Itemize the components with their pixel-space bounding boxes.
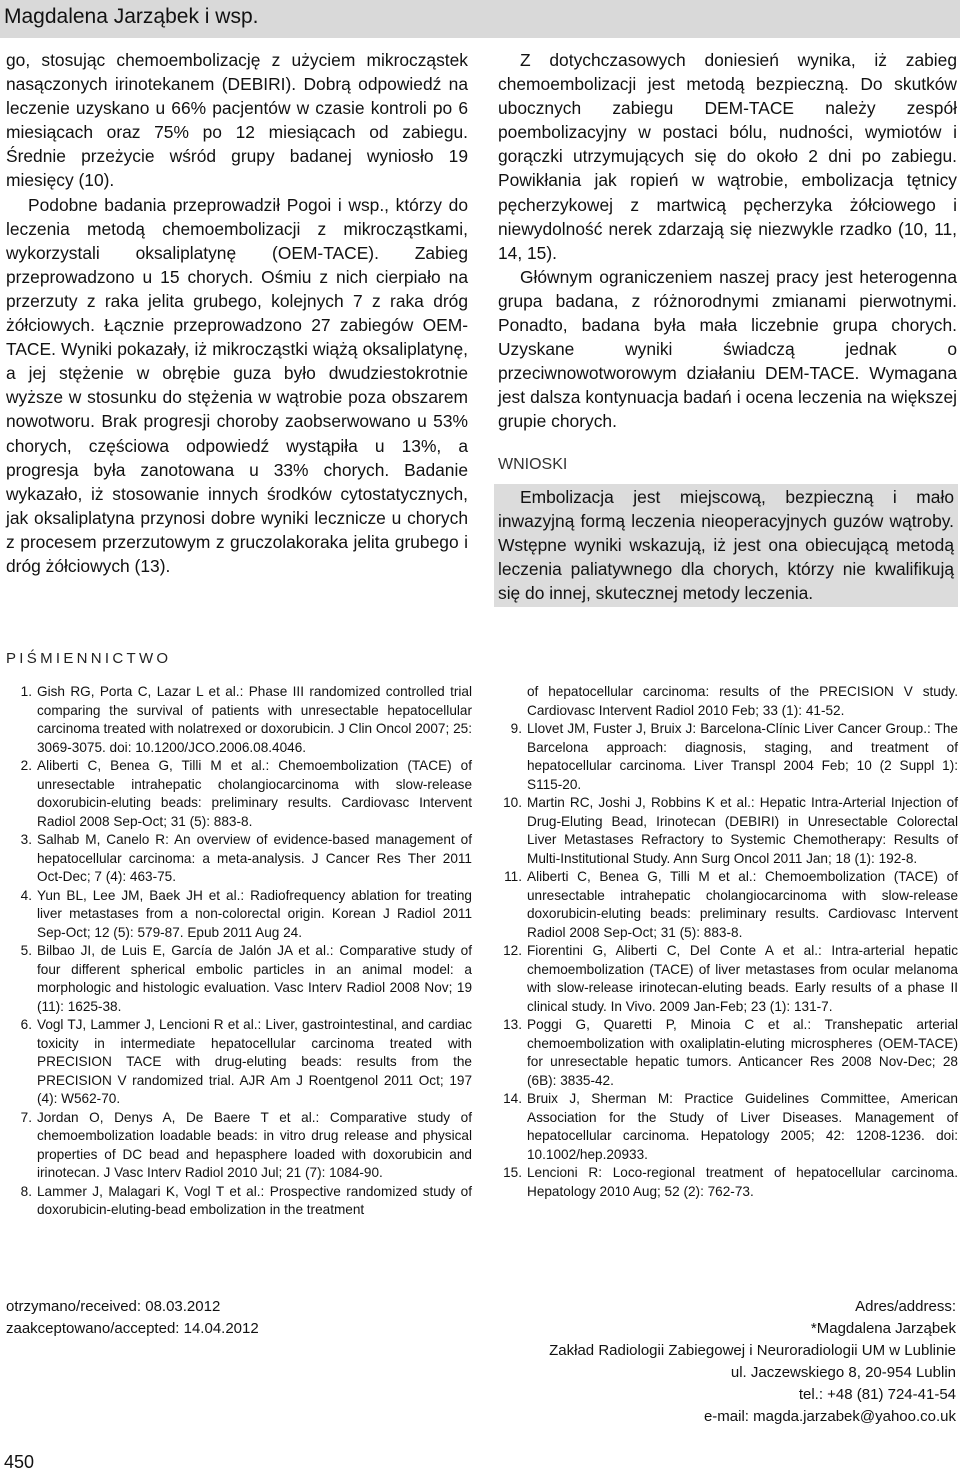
body-paragraph: Z dotychczasowych doniesień wynika, iż zabieg chemoembolizacji jest metodą bezpieczną. Do skutków ubocznych zabiegu DEM-TACE należy zespół poembolizacyjny w postaci bólu, nudności, wymiotów i gorączki utrzymujących się do około 2 dni po zabiegu. Powikłania jak ropień w wątrobie, embolizacja tętnicy pęcherzykowej z martwicą pęcherzyka żółciowego i niewydolność nerek zdarzają się niezwykle rzadko (10, 11, 14, 15).	[498, 50, 957, 263]
running-title: Magdalena Jarząbek i wsp.	[4, 5, 259, 28]
correspondence-address	[549, 1296, 956, 1428]
address-label: Adres/address:	[855, 1298, 956, 1315]
conclusions-text: Embolizacja jest miejscową, bezpieczną i mało inwazyjną formą leczenia nieoperacyjnych guzów wątroby. Wstępne wyniki wskazują, iż jest ona obiecującą metodą leczenia paliatywnego dla chorych, którzy nie kwalifikują się do innej, skutecznej metody leczenia.	[498, 486, 954, 603]
body-column-left	[6, 48, 468, 578]
conclusions-box	[494, 484, 958, 607]
reference-item: 1. Gish RG, Porta C, Lazar L et al.: Phase III randomized controlled trial comparing the survival of patients with unresectable hepatocellular carcinoma treated with nolatrexed or doxorubicin. J Clin Oncol 2007; 25: 3069-3075. doi: 10.1200/JCO.2006.08.4046.	[20, 684, 472, 755]
body-column-right	[498, 48, 957, 607]
reference-item: 5. Bilbao JI, de Luis E, García de Jalón JA et al.: Comparative study of four different spherical embolic particles in an animal model: a morphologic and histologic evaluation. Vasc Interv Radiol 2008 Nov; 19 (11): 1625-38.	[20, 943, 472, 1014]
author-name: *Magdalena Jarząbek	[810, 1320, 956, 1337]
references-list-right	[496, 683, 958, 1201]
received-date: otrzymano/received: 08.03.2012	[6, 1298, 221, 1315]
reference-item: 13. Poggi G, Quaretti P, Minoia C et al.: Transhepatic arterial chemoembolization with oxaliplatin-eluting microspheres (OEM-TACE) for unresectable hepatic tumors. Anticancer Res 2008 Nov-Dec; 28 (6B): 3835-42.	[503, 1017, 958, 1088]
body-paragraph: go, stosując chemoembolizację z użyciem mikrocząstek nasączonych irinotekanem (DEBIRI). Dobrą odpowiedź na leczenie uzyskano u 66% pacjentów w czasie kontroli po 6 miesiącach oraz 75% po 12 miesiącach od zabiegu. Średnie przeżycie wśród grupy badanej wyniosło 19 miesięcy (10).	[6, 50, 468, 191]
reference-item: 15. Lencioni R: Loco-regional treatment of hepatocellular carcinoma. Hepatology 2010 Aug; 52 (2): 762-73.	[503, 1165, 958, 1199]
reference-item: 3. Salhab M, Canelo R: An overview of evidence-based management of hepatocellular carcinoma: a meta-analysis. J Cancer Res Ther 2011 Oct-Dec; 7 (4): 463-75.	[20, 832, 472, 884]
reference-item: 7. Jordan O, Denys A, De Baere T et al.: Comparative study of chemoembolization loadable beads: in vitro drug release and physical properties of DC bead and hepasphere loaded with doxorubicin and irinotecan. J Vasc Interv Radiol 2010 Jul; 21 (7): 1084-90.	[20, 1109, 472, 1180]
running-header	[0, 0, 960, 38]
reference-item: 10. Martin RC, Joshi J, Robbins K et al.: Hepatic Intra-Arterial Injection of Drug-Eluting Bead, Irinotecan (DEBIRI) in Unresectable Colorectal Liver Metastases Refractory to Systemic Chemotherapy: Results of Multi-Institutional Study. Ann Surg Oncol 2011 Jan; 18 (1): 192-8.	[503, 795, 958, 866]
reference-item: 2. Aliberti C, Benea G, Tilli M et al.: Chemoembolization (TACE) of unresectable intrahepatic cholangiocarcinoma with slow-release doxorubicin-eluting beads: preliminary results. Cardiovasc Intervent Radiol 2008 Sep-Oct; 31 (5): 883-8.	[20, 758, 472, 829]
reference-item: 4. Yun BL, Lee JM, Baek JH et al.: Radiofrequency ablation for treating liver metastases from a non-colorectal origin. Korean J Radiol 2011 Sep-Oct; 12 (5): 579-87. Epub 2011 Aug 24.	[20, 887, 472, 940]
reference-item: 14. Bruix J, Sherman M: Practice Guidelines Committee, American Association for the Study of Liver Diseases. Management of hepatocellular carcinoma. Hepatology 2005; 42: 1208-1236. doi: 10.1002/hep.20933.	[503, 1091, 958, 1162]
reference-item: 8. Lammer J, Malagari K, Vogl T et al.: Prospective randomized study of doxorubicin-eluting-bead embolization in the treatment	[20, 1183, 472, 1217]
conclusions-heading: WNIOSKI	[498, 455, 568, 473]
reference-continuation: of hepatocellular carcinoma: results of the PRECISION V study. Cardiovasc Intervent Radiol 2010 Feb; 33 (1): 41-52.	[527, 684, 958, 718]
reference-item: 6. Vogl TJ, Lammer J, Lencioni R et al.: Liver, gastrointestinal, and cardiac toxicity in intermediate hepatocellular carcinoma treated with PRECISION TACE with drug-eluting beads: results from the PRECISION V randomized trial. AJR Am J Roentgenol 2011 Oct; 197 (4): W562-70.	[20, 1017, 472, 1106]
body-paragraph: Podobne badania przeprowadził Pogoi i wsp., którzy do leczenia metodą chemoembolizacji z mikrocząstkami, wykorzystali oksaliplatynę (OEM-TACE). Zabieg przeprowadzono u 15 chorych. Ośmiu z nich cierpiało na przerzuty z raka jelita grubego, kolejnych 7 z raka dróg żółciowych. Łącznie przeprowadzono 27 zabiegów OEM-TACE. Wyniki pokazały, iż mikrocząstki wiążą oksaliplatynę, a jej stężenie w obrębie guza było dwudziestokrotnie wyższe w stosunku do stężenia w wątrobie poza obszarem nowotworu. Brak progresji choroby zaobserwowano u 53% chorych, częściowa odpowiedź wystąpiła u 13%, a progresja była zanotowana u 33% chorych. Badanie wykazało, iż stosowanie innych środków cytostatycznych, jak oksaliplatyna przynosi dobre wyniki lecznicze u chorych z procesem przerzutowym z gruczolakoraka jelita grubego i dróg żółciowych (13).	[6, 194, 468, 576]
references-heading: PIŚMIENNICTWO	[6, 650, 172, 667]
body-paragraph: Głównym ograniczeniem naszej pracy jest heterogenna grupa badana, z różnorodnymi zmianami pierwotnymi. Ponadto, badana była mała liczebnie grupa chorych. Uzyskane wyniki świadczą jednak o przeciwnowotworowym działaniu DEM-TACE. Wymagana jest dalsza kontynuacja badań i ocena leczenia na większej grupie chorych.	[498, 266, 957, 432]
email: e-mail: magda.jarzabek@yahoo.co.uk	[703, 1408, 956, 1425]
page-number: 450	[4, 1452, 35, 1472]
references-list-left	[6, 683, 472, 1220]
reference-item: 11. Aliberti C, Benea G, Tilli M et al.: Chemoembolization (TACE) of unresectable intrahepatic cholangiocarcinoma with slow-release doxorubicin-eluting beads: preliminary results. Cardiovasc Intervent Radiol 2008 Sep-Oct; 31 (5): 883-8.	[504, 869, 958, 940]
submission-dates	[6, 1296, 259, 1340]
reference-item: 9. Llovet JM, Fuster J, Bruix J: Barcelona-Clínic Liver Cancer Group.: The Barcelona approach: diagnosis, staging, and treatment of hepatocellular carcinoma. Liver Transpl 2004 Feb; 10 (2 Suppl 1): S115-20.	[510, 721, 958, 792]
institution: Zakład Radiologii Zabiegowej i Neuroradiologii UM w Lublinie	[549, 1342, 956, 1359]
phone: tel.: +48 (81) 724-41-54	[798, 1386, 956, 1403]
reference-item: 12. Fiorentini G, Aliberti C, Del Conte A et al.: Intra-arterial hepatic chemoembolization (TACE) of liver metastases from ocular melanoma with slow-release irinotecan-eluting beads. Early results of a phase II clinical study. In Vivo. 2009 Jan-Feb; 23 (1): 131-7.	[503, 943, 958, 1014]
street-address: ul. Jaczewskiego 8, 20-954 Lublin	[730, 1364, 956, 1381]
accepted-date: zaakceptowano/accepted: 14.04.2012	[6, 1320, 259, 1337]
